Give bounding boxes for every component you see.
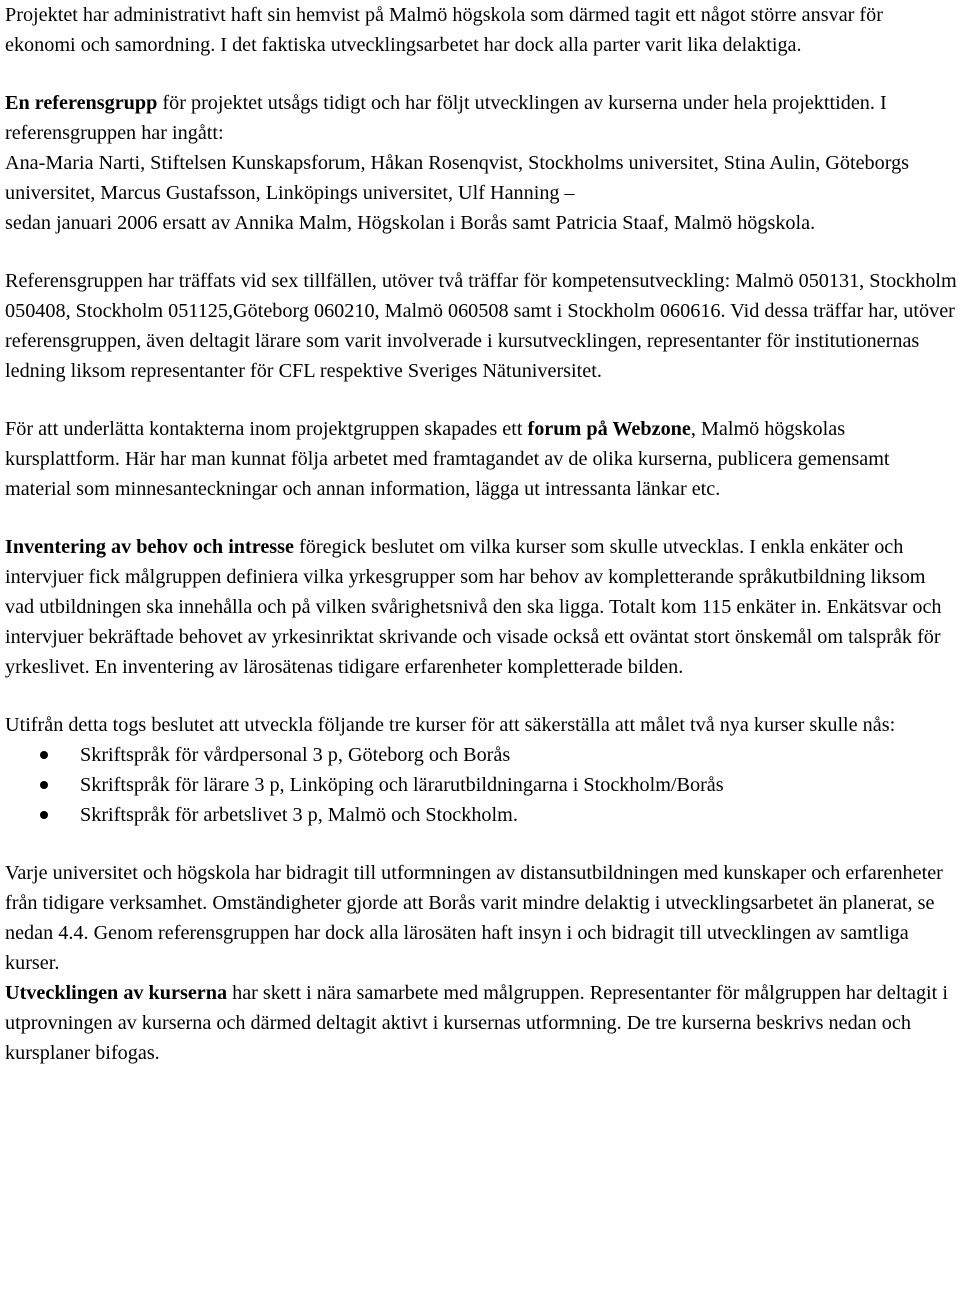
paragraph-inventering (5, 532, 957, 682)
forum-text-end: , Malmö högskolas kursplattform. Här har man kunnat följa arbetet med framtagandet av de olika kurserna, publicera gemensamt material som minnesanteckningar och annan information, lägga ut intressanta länkar etc. (5, 418, 890, 500)
meetings-text: Referensgruppen har träffats vid sex tillfällen, utöver två träffar för kompetensutveckling: Malmö 050131, Stockholm 050408, Stockholm 051125,Göteborg 060210, Malmö 060508 samt i Stockholm 060616. Vid dessa träffar har, utöver referensgruppen, även deltagit lärare som varit involverade i kursutvecklingen, representanter för institutionernas ledning liksom representanter för CFL respektive Sveriges Nätuniversitet. (5, 270, 957, 382)
paragraph-forum (5, 414, 957, 504)
forum-heading: forum på Webzone (527, 418, 691, 440)
list-item: Skriftspråk för arbetslivet 3 p, Malmö och Stockholm. (5, 800, 957, 830)
courses-intro-text: Utifrån detta togs beslutet att utveckla följande tre kurser för att säkerställa att målet två nya kurser skulle nås: (5, 714, 896, 736)
referensgrupp-intro: för projektet utsågs tidigt och har följt utvecklingen av kurserna under hela projekttiden. I referensgruppen har ingått: (5, 92, 887, 144)
utveckling-heading: Utvecklingen av kurserna (5, 982, 228, 1004)
paragraph-meetings (5, 266, 957, 386)
paragraph-utveckling (5, 978, 957, 1068)
referensgrupp-members-cont: sedan januari 2006 ersatt av Annika Malm, Högskolan i Borås samt Patricia Staaf, Malmö högskola. (5, 212, 816, 234)
forum-text-start: För att underlätta kontakterna inom projektgruppen skapades ett (5, 418, 528, 440)
course-list (5, 740, 957, 830)
list-item: Skriftspråk för lärare 3 p, Linköping och lärarutbildningarna i Stockholm/Borås (5, 770, 957, 800)
document-page (5, 0, 957, 1096)
paragraph-administration (5, 0, 957, 60)
administration-text: Projektet har administrativt haft sin hemvist på Malmö högskola som därmed tagit ett något större ansvar för ekonomi och samordning. I det faktiska utvecklingsarbetet har dock alla parter varit lika delaktiga. (5, 4, 883, 56)
inventering-text: föregick beslutet om vilka kurser som skulle utvecklas. I enkla enkäter och intervjuer fick målgruppen definiera vilka yrkesgrupper som har behov av kompletterande språkutbildning liksom vad utbildningen ska innehålla och på vilken svårighetsnivå den ska ligga. Totalt kom 115 enkäter in. Enkätsvar och intervjuer bekräftade behovet av yrkesinriktat skrivande och visade också ett oväntat stort önskemål om talspråk för yrkeslivet. En inventering av lärosätenas tidigare erfarenheter kompletterade bilden. (5, 536, 942, 678)
inventering-heading: Inventering av behov och intresse (5, 536, 294, 558)
paragraph-contributions (5, 858, 957, 978)
utveckling-text: har skett i nära samarbete med målgruppen. Representanter för målgruppen har deltagit i utprovningen av kurserna och därmed deltagit aktivt i kursernas utformning. De tre kurserna beskrivs nedan och kursplaner bifogas. (5, 982, 948, 1064)
paragraph-courses-intro (5, 710, 957, 740)
referensgrupp-members: Ana-Maria Narti, Stiftelsen Kunskapsforum, Håkan Rosenqvist, Stockholms universitet, Stina Aulin, Göteborgs universitet, Marcus Gustafsson, Linköpings universitet, Ulf Hanning – (5, 152, 910, 204)
contributions-text: Varje universitet och högskola har bidragit till utformningen av distansutbildningen med kunskaper och erfarenheter från tidigare verksamhet. Omständigheter gjorde att Borås varit mindre delaktig i utvecklingsarbetet än planerat, se nedan 4.4. Genom referensgruppen har dock alla lärosäten haft insyn i och bidragit till utvecklingen av samtliga kurser. (5, 862, 943, 974)
referensgrupp-heading: En referensgrupp (5, 92, 158, 114)
paragraph-referensgrupp (5, 88, 957, 238)
list-item: Skriftspråk för vårdpersonal 3 p, Göteborg och Borås (5, 740, 957, 770)
